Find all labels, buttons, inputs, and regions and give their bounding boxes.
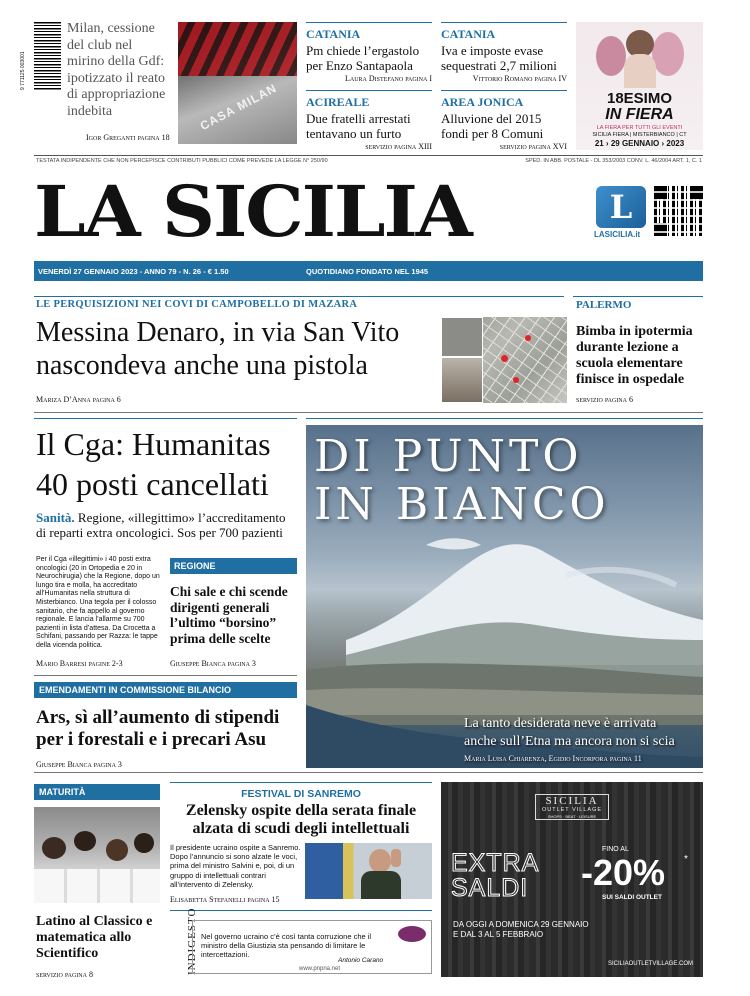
areajonica-byline: servizio pagina XVI <box>499 142 567 151</box>
lead-headline-1[interactable]: Messina Denaro, in via San Vito <box>36 317 400 348</box>
outlet-asterisk: * <box>684 854 688 865</box>
fiera-place: SICILIA FIERA | MISTERBIANCO | CT <box>592 132 687 138</box>
indigesto-quote: Nel governo ucraino c’è così tanta corruzione che il ministro della Giustizia sta pensando di limitare le intercettazioni. <box>201 932 372 960</box>
palermo-headline[interactable]: Bimba in ipotermia durante lezione a scuola elementare finisce in ospedale <box>576 324 693 387</box>
outlet-dates-1: DA OGGI A DOMENICA 29 GENNAIO <box>453 920 589 929</box>
regione-headline[interactable]: Chi sale e chi scende dirigenti generali l’ultimo “borsino” prima delle scelte <box>170 584 288 646</box>
maturita-headline[interactable]: Latino al Classico e matematica allo Scientifico <box>36 914 153 961</box>
lead-byline: Mariza D’Anna pagina 6 <box>36 395 121 404</box>
etna-headline-1[interactable]: DI PUNTO <box>314 431 583 482</box>
fiera-dates: 21 › 29 GENNAIO › 2023 <box>594 139 685 148</box>
logo-url[interactable]: LASICILIA.it <box>594 230 641 239</box>
cga-body: Per il Cga «illegittimi» i 40 posti extra oncologici (20 in Ortopedia e 20 in Neurochirugia) che la Regione, dopo un lungo tira e molla, ha accreditato all’Humanitas nella struttura di Misterbianco. Una tegola per il colosso sanitario, che fa appello al governo regionale. E lancia l’allarme su 700 pazienti in lista d’attesa. Da Crocetta a Schifani, passando per Razza: le tappe della vicenda politica. <box>36 556 160 649</box>
founded: QUOTIDIANO FONDATO NEL 1945 <box>306 267 429 276</box>
casa-milan-photo <box>178 22 297 144</box>
outlet-saldi: SALDI <box>451 874 529 902</box>
palermo-byline: servizio pagina 6 <box>576 395 633 404</box>
outlet-brand-box <box>535 794 609 820</box>
fiera-title2: IN FIERA <box>605 106 674 123</box>
regione-kicker: REGIONE <box>174 561 216 571</box>
lasicilia-logo[interactable] <box>596 186 646 228</box>
etna-headline-2[interactable]: IN BIANCO <box>314 479 610 530</box>
casa-milan-sign: CASA MILAN <box>197 80 280 134</box>
lead-kicker: LE PERQUISIZIONI NEI COVI DI CAMPOBELLO DI MAZARA <box>36 299 358 310</box>
outlet-sui: SUI SALDI OUTLET <box>602 894 662 901</box>
catania2-headline[interactable]: Iva e imposte evase sequestrati 2,7 milioni <box>441 43 557 73</box>
lead-headline-2[interactable]: nascondeva anche una pistola <box>36 350 368 381</box>
fiera-balloons <box>590 28 690 88</box>
zelensky-photo <box>305 843 432 899</box>
catania2-kicker: CATANIA <box>441 27 496 41</box>
maturita-photo <box>34 807 160 903</box>
cga-byline: Mario Barresi pagine 2-3 <box>36 659 123 668</box>
barcode-number: 9 771125 003001 <box>20 51 26 90</box>
indigesto-site[interactable]: www.pnpna.net <box>299 966 341 972</box>
dateline: VENERDÌ 27 GENNAIO 2023 - ANNO 79 - N. 26 - € 1.50 <box>38 267 229 276</box>
outlet-dates-2: E DAL 3 AL 5 FEBBRAIO <box>453 930 544 939</box>
top-milan-byline: Igor Greganti pagina 18 <box>86 133 170 142</box>
etna-byline: Maria Luisa Chiarenza, Egidio Incorpora pagina 11 <box>464 754 642 763</box>
outlet-brand: SICILIA <box>545 795 599 807</box>
logo-letter: L <box>609 188 633 226</box>
legal-notice: TESTATA INDIPENDENTE CHE NON PERCEPISCE CONTRIBUTI PUBBLICI COME PREVEDE LA LEGGE N° 250/90 <box>36 158 328 164</box>
palermo-kicker: PALERMO <box>576 299 632 311</box>
acireale-headline[interactable]: Due fratelli arrestati tentavano un furto <box>306 111 411 141</box>
fiera-ad[interactable] <box>576 22 703 150</box>
masthead-title[interactable]: LA SICILIA <box>34 170 471 253</box>
lead-map-photo <box>441 317 567 403</box>
emendamenti-headline-2[interactable]: per i forestali e i precari Asu <box>36 729 267 750</box>
outlet-brand-tag: SHOPS · BEAT · LEISURE <box>547 814 597 819</box>
indigesto-logo <box>398 926 426 942</box>
fiera-title1: 18ESIMO <box>606 90 673 107</box>
emendamenti-byline: Giuseppe Bianca pagina 3 <box>36 760 122 769</box>
outlet-url[interactable]: SICILIAOUTLETVILLAGE.COM <box>607 961 693 967</box>
cga-headline-1[interactable]: Il Cga: Humanitas <box>36 426 271 462</box>
sanremo-headline-1[interactable]: Zelensky ospite della serata finale <box>185 802 417 819</box>
acireale-byline: servizio pagina XIII <box>365 142 432 151</box>
regione-byline: Giuseppe Bianca pagina 3 <box>170 659 256 668</box>
outlet-fino: FINO AL <box>602 846 629 853</box>
outlet-ad[interactable] <box>441 782 703 977</box>
etna-caption-2: anche sull’Etna ma ancora non si scia <box>464 734 675 749</box>
emendamenti-kicker: EMENDAMENTI IN COMMISSIONE BILANCIO <box>39 685 232 695</box>
outlet-extra: EXTRA <box>451 849 540 877</box>
cga-summary: Sanità. Regione, «illegittimo» l’accreditamento di reparti extra oncologici. Sos per 700 pazienti <box>36 510 286 540</box>
sanremo-headline-2[interactable]: alzata di scudi degli intellettuali <box>192 820 410 837</box>
catania1-headline[interactable]: Pm chiede l’ergastolo per Enzo Santapaola <box>306 43 420 73</box>
catania1-byline: Laura Distefano pagina I <box>344 74 432 83</box>
indigesto-signature: Antonio Carano <box>338 957 384 964</box>
sanremo-byline: Elisabetta Stefanelli pagina 15 <box>170 895 280 904</box>
indigesto-label: INDIGESTO <box>186 907 198 975</box>
maturita-byline: servizio pagina 8 <box>36 970 93 979</box>
areajonica-kicker: AREA JONICA <box>441 95 524 109</box>
sanremo-kicker: FESTIVAL DI SANREMO <box>241 788 361 800</box>
barcode <box>34 22 61 90</box>
fiera-tagline: LA FIERA PER TUTTI GLI EVENTI <box>596 125 683 131</box>
postal-notice: SPED. IN ABB. POSTALE - DL 353/2003 CONV. L. 46/2004 ART. 1, C. 1 <box>525 158 702 164</box>
top-milan-headline[interactable]: Milan, cessione del club nel mirino della Gdf: ipotizzato il reato di appropriazione indebita <box>67 21 166 119</box>
emendamenti-headline-1[interactable]: Ars, sì all’aumento di stipendi <box>36 707 280 728</box>
sanremo-body: Il presidente ucraino ospite a Sanremo. Dopo l’annuncio si sono alzate le voci, prima del ministro Salvini e, poi, di un gruppo di intellettuali contrari all’intervento di Zelensky. <box>170 843 301 889</box>
catania1-kicker: CATANIA <box>306 27 361 41</box>
acireale-kicker: ACIREALE <box>306 95 370 109</box>
etna-photo <box>306 425 703 768</box>
outlet-discount: -20% <box>581 852 666 893</box>
outlet-brand-sub: OUTLET VILLAGE <box>541 807 603 813</box>
cga-headline-2[interactable]: 40 posti cancellati <box>36 466 269 502</box>
areajonica-headline[interactable]: Alluvione del 2015 fondi per 8 Comuni <box>441 111 544 141</box>
maturita-kicker: MATURITÀ <box>39 787 86 797</box>
catania2-byline: Vittorio Romano pagina IV <box>472 74 567 83</box>
etna-caption-1: La tanto desiderata neve è arrivata <box>464 716 657 731</box>
